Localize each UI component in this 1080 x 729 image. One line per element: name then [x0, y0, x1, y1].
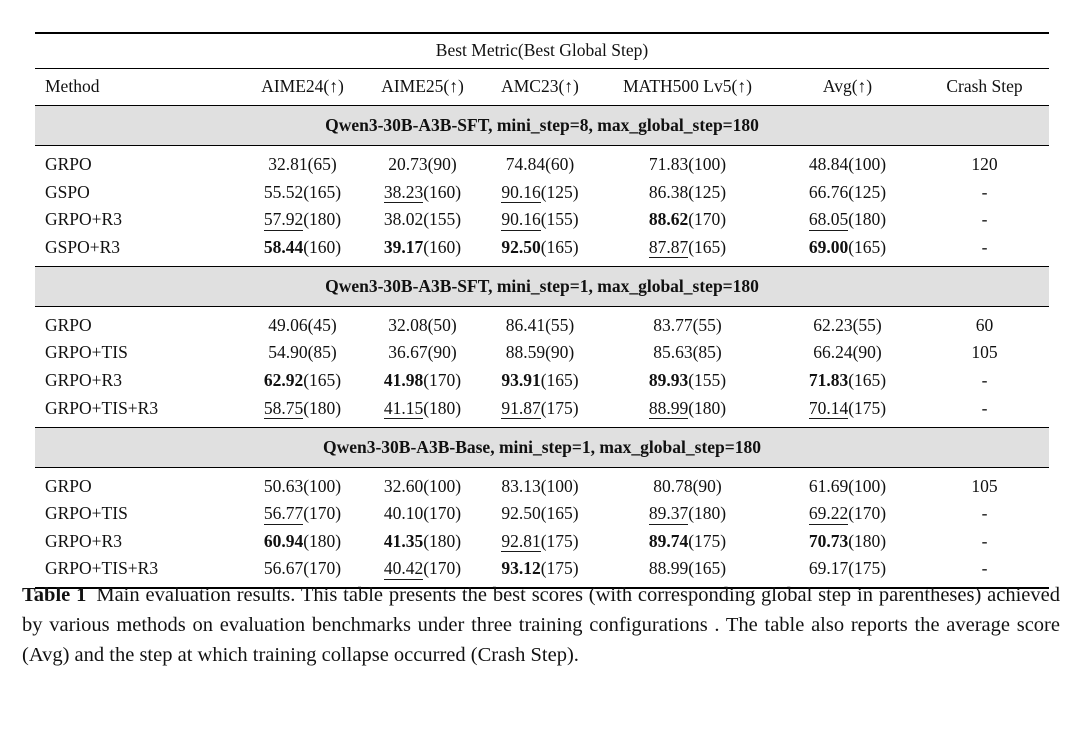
- score-value: 55.52: [263, 181, 304, 202]
- table-title: Best Metric(Best Global Step): [35, 33, 1049, 69]
- caption-text: Main evaluation results. This table presents the best scores (with corresponding global step in parentheses) achieved by various methods on evaluation benchmarks under three training configurations . The table also reports the average score (Avg) and the step at which training collapse occurred (Crash Step).: [22, 584, 1060, 666]
- method-cell: GRPO: [45, 314, 92, 335]
- column-header-row: [35, 69, 1049, 106]
- score-cell: [365, 306, 480, 338]
- table-row: [35, 205, 1049, 233]
- step-value: (65): [307, 154, 337, 174]
- score-cell: [240, 366, 365, 394]
- step-value: (170): [423, 503, 462, 524]
- table-body: [35, 106, 1049, 589]
- step-value: (100): [688, 154, 727, 174]
- method-cell: GSPO: [45, 181, 90, 202]
- score-value: 83.77: [653, 314, 693, 335]
- col-header-avg: Avg(↑): [775, 69, 920, 106]
- step-value: (125): [688, 181, 727, 202]
- score-value: 87.87: [648, 236, 689, 257]
- table-row: [35, 233, 1049, 266]
- score-cell: [240, 306, 365, 338]
- score-cell: [365, 178, 480, 206]
- crash-step-cell: -: [981, 503, 988, 524]
- table-title-row: [35, 33, 1049, 69]
- score-value: 58.75: [263, 397, 304, 418]
- section-header: Qwen3-30B-A3B-SFT, mini_step=1, max_global_step=180: [35, 266, 1049, 306]
- table-row: [35, 339, 1049, 367]
- method-cell: GRPO+TIS+R3: [45, 558, 159, 579]
- step-value: (180): [303, 530, 342, 551]
- score-value: 88.62: [648, 209, 689, 230]
- step-value: (90): [852, 342, 882, 363]
- step-value: (170): [848, 503, 887, 524]
- score-value: 40.42: [383, 558, 424, 579]
- step-value: (165): [688, 558, 727, 579]
- score-value: 92.50: [501, 236, 541, 257]
- score-cell: [600, 205, 775, 233]
- section-header: Qwen3-30B-A3B-SFT, mini_step=8, max_global_step=180: [35, 106, 1049, 146]
- results-table-container: [35, 32, 1049, 589]
- section-band-row: [35, 266, 1049, 306]
- table-row: [35, 394, 1049, 427]
- score-cell: [365, 233, 480, 266]
- step-value: (165): [540, 369, 579, 390]
- score-cell: [775, 467, 920, 499]
- score-value: 90.16: [501, 181, 541, 202]
- score-value: 89.37: [648, 503, 689, 524]
- score-value: 50.63: [263, 475, 304, 496]
- score-value: 74.84: [505, 154, 546, 174]
- step-value: (45): [307, 314, 337, 335]
- table-row: [35, 366, 1049, 394]
- score-cell: [365, 467, 480, 499]
- score-cell: [240, 233, 365, 266]
- step-value: (180): [423, 530, 462, 551]
- score-cell: [480, 339, 600, 367]
- crash-step-cell: -: [981, 530, 988, 551]
- section-band-row: [35, 427, 1049, 467]
- step-value: (180): [688, 397, 727, 418]
- score-cell: [365, 146, 480, 178]
- step-value: (170): [423, 369, 462, 390]
- method-cell: GRPO+TIS+R3: [45, 397, 159, 418]
- score-value: 69.22: [808, 503, 849, 524]
- step-value: (165): [848, 236, 887, 257]
- score-cell: [480, 527, 600, 555]
- table-caption: [22, 580, 1060, 670]
- crash-step-cell: 105: [971, 342, 998, 363]
- table-row: [35, 467, 1049, 499]
- step-value: (180): [848, 530, 887, 551]
- step-value: (100): [848, 154, 887, 174]
- step-value: (170): [303, 558, 342, 579]
- score-cell: [240, 527, 365, 555]
- score-cell: [240, 499, 365, 527]
- step-value: (180): [303, 397, 342, 418]
- score-value: 88.99: [648, 397, 689, 418]
- step-value: (125): [848, 181, 887, 202]
- score-value: 69.17: [808, 558, 849, 579]
- col-header-crash-step: Crash Step: [920, 69, 1049, 106]
- score-cell: [600, 527, 775, 555]
- crash-step-cell: 120: [971, 154, 998, 174]
- step-value: (175): [540, 530, 579, 551]
- crash-step-cell: -: [981, 369, 988, 390]
- method-cell: GSPO+R3: [45, 236, 121, 257]
- score-cell: [480, 366, 600, 394]
- step-value: (165): [540, 503, 579, 524]
- step-value: (165): [848, 369, 887, 390]
- score-value: 89.93: [648, 369, 689, 390]
- score-cell: [480, 467, 600, 499]
- score-cell: [775, 233, 920, 266]
- score-cell: [775, 339, 920, 367]
- score-value: 41.15: [383, 397, 424, 418]
- score-cell: [775, 366, 920, 394]
- col-header-aime25: AIME25(↑): [365, 69, 480, 106]
- method-cell: GRPO: [45, 475, 92, 496]
- score-value: 32.08: [388, 314, 428, 335]
- step-value: (100): [540, 475, 579, 496]
- step-value: (90): [427, 154, 457, 174]
- step-value: (180): [303, 209, 342, 230]
- step-value: (155): [540, 209, 579, 230]
- score-cell: [240, 205, 365, 233]
- score-value: 86.38: [648, 181, 689, 202]
- caption-label: Table 1: [22, 584, 87, 606]
- score-value: 49.06: [268, 314, 308, 335]
- score-cell: [365, 339, 480, 367]
- table-row: [35, 499, 1049, 527]
- score-cell: [775, 178, 920, 206]
- score-value: 93.12: [501, 558, 541, 579]
- score-value: 71.83: [648, 154, 689, 174]
- score-value: 32.81: [268, 154, 308, 174]
- score-cell: [240, 339, 365, 367]
- score-cell: [240, 146, 365, 178]
- score-value: 56.67: [263, 558, 304, 579]
- step-value: (60): [545, 154, 575, 174]
- score-value: 62.23: [813, 314, 853, 335]
- step-value: (55): [852, 314, 882, 335]
- col-header-aime24: AIME24(↑): [240, 69, 365, 106]
- score-cell: [240, 467, 365, 499]
- crash-step-cell: -: [981, 236, 988, 257]
- step-value: (155): [688, 369, 727, 390]
- score-cell: [600, 339, 775, 367]
- score-value: 88.59: [505, 342, 546, 363]
- score-value: 91.87: [501, 397, 541, 418]
- section-header: Qwen3-30B-A3B-Base, mini_step=1, max_global_step=180: [35, 427, 1049, 467]
- step-value: (170): [423, 558, 462, 579]
- method-cell: GRPO+R3: [45, 530, 122, 551]
- score-value: 39.17: [383, 236, 424, 257]
- step-value: (160): [423, 181, 462, 202]
- crash-step-cell: -: [981, 209, 988, 230]
- score-value: 61.69: [808, 475, 849, 496]
- score-value: 70.14: [808, 397, 849, 418]
- score-cell: [240, 178, 365, 206]
- score-cell: [600, 467, 775, 499]
- step-value: (155): [423, 209, 462, 230]
- score-cell: [775, 146, 920, 178]
- score-cell: [480, 233, 600, 266]
- score-cell: [600, 394, 775, 427]
- section-band-row: [35, 106, 1049, 146]
- score-cell: [600, 146, 775, 178]
- crash-step-cell: -: [981, 397, 988, 418]
- step-value: (175): [688, 530, 727, 551]
- score-cell: [775, 527, 920, 555]
- score-value: 32.60: [383, 475, 424, 496]
- step-value: (165): [303, 181, 342, 202]
- score-cell: [775, 394, 920, 427]
- score-cell: [600, 366, 775, 394]
- score-cell: [365, 205, 480, 233]
- method-cell: GRPO+R3: [45, 209, 122, 230]
- step-value: (100): [423, 475, 462, 496]
- score-cell: [365, 366, 480, 394]
- score-value: 92.50: [501, 503, 541, 524]
- step-value: (90): [545, 342, 575, 363]
- step-value: (170): [303, 503, 342, 524]
- step-value: (175): [540, 397, 579, 418]
- score-cell: [365, 527, 480, 555]
- step-value: (90): [692, 475, 722, 496]
- step-value: (180): [848, 209, 887, 230]
- col-header-method: Method: [35, 69, 240, 106]
- score-cell: [600, 233, 775, 266]
- score-value: 40.10: [383, 503, 424, 524]
- step-value: (175): [540, 558, 579, 579]
- score-value: 83.13: [501, 475, 541, 496]
- score-cell: [480, 205, 600, 233]
- score-value: 80.78: [653, 475, 693, 496]
- score-cell: [775, 205, 920, 233]
- method-cell: GRPO+R3: [45, 369, 122, 390]
- method-cell: GRPO+TIS: [45, 503, 128, 524]
- score-cell: [600, 306, 775, 338]
- crash-step-cell: -: [981, 181, 988, 202]
- col-header-amc23: AMC23(↑): [480, 69, 600, 106]
- step-value: (160): [423, 236, 462, 257]
- score-value: 88.99: [648, 558, 689, 579]
- step-value: (125): [540, 181, 579, 202]
- score-value: 90.16: [501, 209, 541, 230]
- step-value: (165): [540, 236, 579, 257]
- step-value: (175): [848, 397, 887, 418]
- score-value: 54.90: [268, 342, 308, 363]
- score-cell: [365, 394, 480, 427]
- score-value: 66.24: [813, 342, 853, 363]
- step-value: (50): [427, 314, 457, 335]
- score-cell: [600, 499, 775, 527]
- table-row: [35, 306, 1049, 338]
- score-value: 41.35: [383, 530, 424, 551]
- step-value: (180): [423, 397, 462, 418]
- score-value: 41.98: [383, 369, 424, 390]
- score-cell: [480, 178, 600, 206]
- step-value: (100): [848, 475, 887, 496]
- col-header-math500-lv5: MATH500 Lv5(↑): [600, 69, 775, 106]
- step-value: (85): [692, 342, 722, 363]
- method-cell: GRPO: [45, 154, 92, 174]
- score-value: 38.23: [383, 181, 424, 202]
- step-value: (175): [848, 558, 887, 579]
- step-value: (55): [545, 314, 575, 335]
- score-value: 36.67: [388, 342, 428, 363]
- score-value: 58.44: [263, 236, 304, 257]
- score-value: 71.83: [808, 369, 849, 390]
- score-cell: [240, 394, 365, 427]
- score-value: 56.77: [263, 503, 304, 524]
- score-value: 68.05: [808, 209, 849, 230]
- step-value: (170): [688, 209, 727, 230]
- crash-step-cell: -: [981, 558, 988, 579]
- method-cell: GRPO+TIS: [45, 342, 128, 363]
- score-value: 93.91: [501, 369, 541, 390]
- score-value: 57.92: [263, 209, 304, 230]
- score-cell: [480, 394, 600, 427]
- crash-step-cell: 105: [971, 475, 998, 496]
- step-value: (165): [688, 236, 727, 257]
- table-row: [35, 178, 1049, 206]
- score-cell: [600, 178, 775, 206]
- score-cell: [480, 499, 600, 527]
- table-row: [35, 527, 1049, 555]
- step-value: (180): [688, 503, 727, 524]
- results-table: [35, 32, 1049, 589]
- step-value: (160): [303, 236, 342, 257]
- score-value: 48.84: [808, 154, 849, 174]
- score-cell: [775, 499, 920, 527]
- score-value: 85.63: [653, 342, 693, 363]
- score-cell: [480, 306, 600, 338]
- score-cell: [365, 499, 480, 527]
- step-value: (85): [307, 342, 337, 363]
- score-cell: [775, 306, 920, 338]
- score-value: 70.73: [808, 530, 849, 551]
- score-value: 69.00: [808, 236, 849, 257]
- score-value: 66.76: [808, 181, 849, 202]
- step-value: (55): [692, 314, 722, 335]
- crash-step-cell: 60: [975, 314, 994, 335]
- table-row: [35, 146, 1049, 178]
- score-cell: [480, 146, 600, 178]
- score-value: 38.02: [383, 209, 424, 230]
- score-value: 62.92: [263, 369, 304, 390]
- score-value: 20.73: [388, 154, 428, 174]
- score-value: 60.94: [263, 530, 304, 551]
- score-value: 92.81: [501, 530, 541, 551]
- step-value: (100): [303, 475, 342, 496]
- step-value: (90): [427, 342, 457, 363]
- score-value: 89.74: [648, 530, 689, 551]
- score-value: 86.41: [505, 314, 546, 335]
- step-value: (165): [303, 369, 342, 390]
